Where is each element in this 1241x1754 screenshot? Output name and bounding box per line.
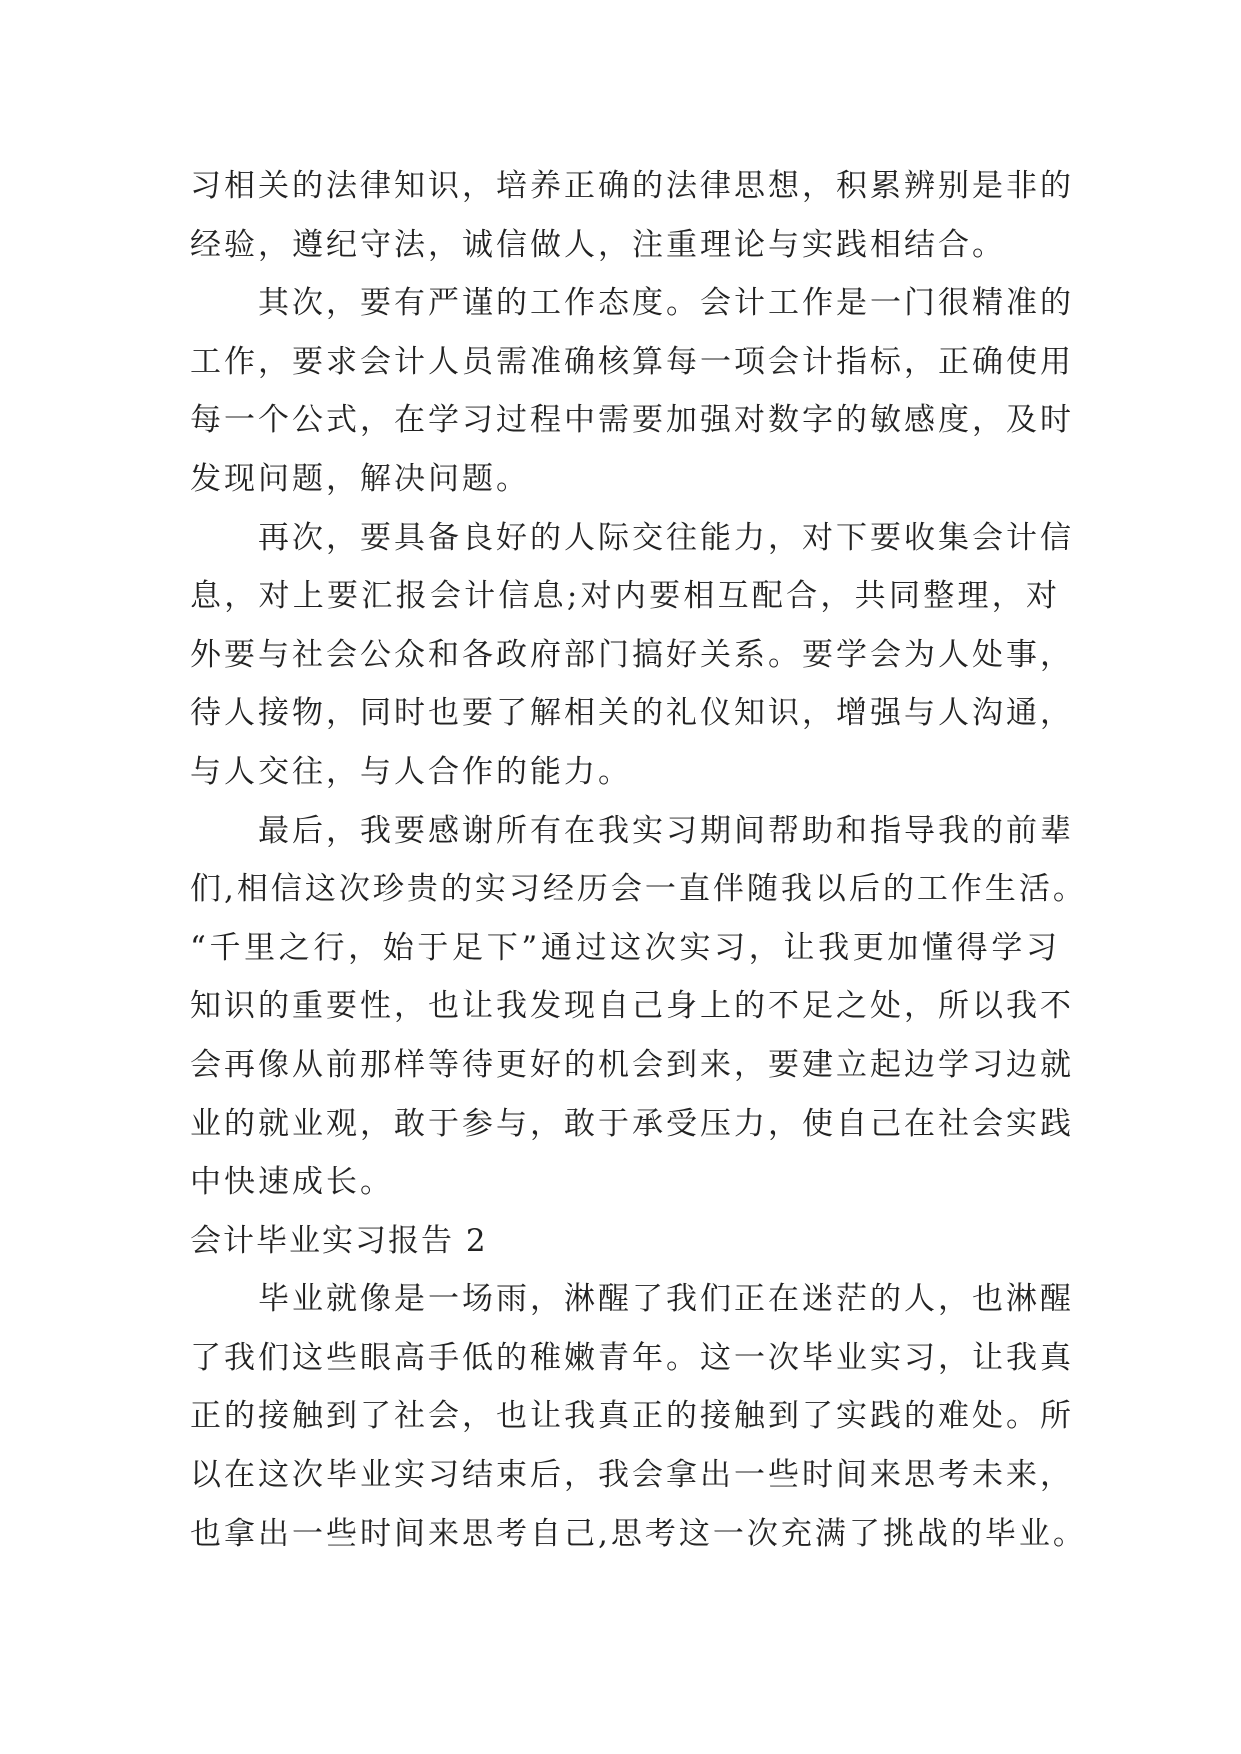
paragraph-line: “千里之行，始于足下”通过这次实习，让我更加懂得学习: [190, 929, 1060, 966]
paragraph-line: 也拿出一些时间来思考自己,思考这一次充满了挑战的毕业。: [190, 1515, 1087, 1552]
paragraph-line: 正的接触到了社会，也让我真正的接触到了实践的难处。所: [190, 1398, 1074, 1435]
paragraph-line: 待人接物，同时也要了解相关的礼仪知识，增强与人沟通，: [190, 695, 1074, 732]
document-body: [190, 157, 1087, 1563]
paragraph-line: 工作，要求会计人员需准确核算每一项会计指标，正确使用: [190, 343, 1074, 380]
paragraph-line: 每一个公式，在学习过程中需要加强对数字的敏感度，及时: [190, 402, 1074, 439]
paragraph-line: 再次，要具备良好的人际交往能力，对下要收集会计信: [258, 519, 1074, 556]
paragraph-line: 习相关的法律知识，培养正确的法律思想，积累辨别是非的: [190, 168, 1074, 204]
paragraph-line: 发现问题，解决问题。: [190, 460, 530, 497]
paragraph-line: 知识的重要性，也让我发现自己身上的不足之处，所以我不: [190, 988, 1074, 1025]
paragraph-line: 业的就业观，敢于参与，敢于承受压力，使自己在社会实践: [190, 1105, 1074, 1142]
paragraph-line: 中快速成长。: [190, 1164, 394, 1201]
paragraph-line: 以在这次毕业实习结束后，我会拿出一些时间来思考未来，: [190, 1457, 1074, 1494]
paragraph-line: 们,相信这次珍贵的实习经历会一直伴随我以后的工作生活。: [190, 871, 1087, 908]
section-heading: 会计毕业实习报告 2: [190, 1222, 488, 1259]
paragraph-line: 了我们这些眼高手低的稚嫩青年。这一次毕业实习，让我真: [190, 1339, 1074, 1376]
paragraph-line: 外要与社会公众和各政府部门搞好关系。要学会为人处事，: [190, 636, 1074, 673]
paragraph-line: 其次，要有严谨的工作态度。会计工作是一门很精准的: [258, 285, 1074, 322]
paragraph-line: 毕业就像是一场雨，淋醒了我们正在迷茫的人，也淋醒: [258, 1281, 1074, 1318]
paragraph-line: 最后，我要感谢所有在我实习期间帮助和指导我的前辈: [258, 812, 1074, 849]
paragraph-line: 会再像从前那样等待更好的机会到来，要建立起边学习边就: [190, 1046, 1074, 1083]
paragraph-line: 息，对上要汇报会计信息;对内要相互配合，共同整理，对: [190, 578, 1060, 615]
paragraph-line: 经验，遵纪守法，诚信做人，注重理论与实践相结合。: [190, 226, 1006, 263]
paragraph-line: 与人交往，与人合作的能力。: [190, 753, 632, 790]
